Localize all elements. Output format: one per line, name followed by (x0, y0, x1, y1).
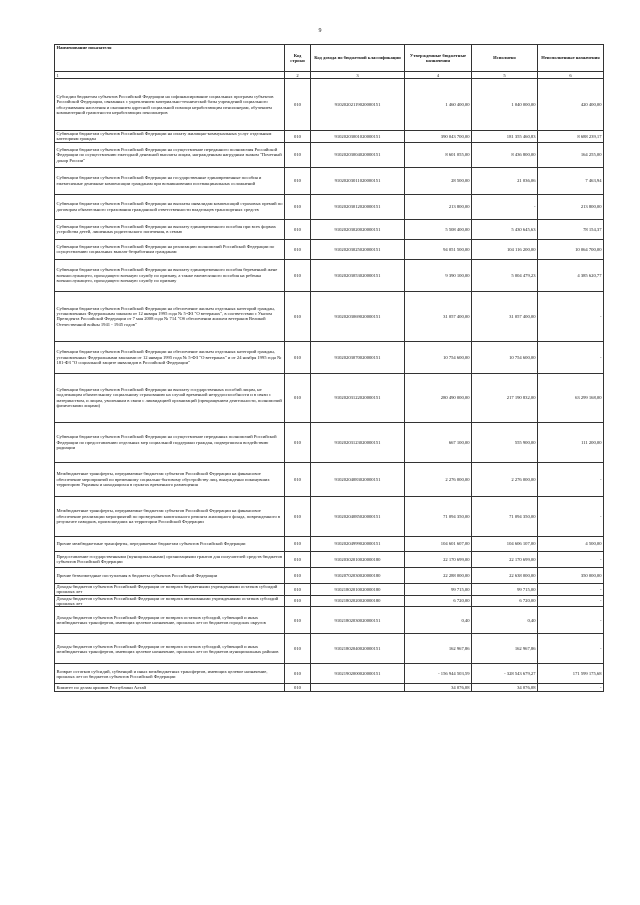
cell-name: Субвенции бюджетам субъектов Российской Федерации на обеспечение жильем отдельных категорий граждан, установленных Федеральными законами от 12 января 1995 года № 5-ФЗ "О ветеранах" и от 24 ноября 1995 года № 181-ФЗ "О социальной защите инвалидов в Российской Федерации" (55, 341, 285, 373)
cell-name: Доходы бюджетов субъектов Российской Федерации от возврата остатков субсидий, субвенций и иных межбюджетных трансфертов, имеющих целевое назначение, прошлых лет из бюджетов городских округов (55, 607, 285, 634)
cell-code: 010 (285, 634, 311, 664)
cell-code: 010 (285, 684, 311, 692)
cell-unexecuted: 213 800,00 (538, 194, 604, 219)
cell-kbk: 91020202119020000151 (311, 79, 405, 131)
cell-executed: 1 040 000,00 (472, 79, 538, 131)
cell-code: 010 (285, 536, 311, 551)
table-row (55, 219, 604, 239)
cell-code: 010 (285, 341, 311, 373)
cell-kbk: 91020203070020000151 (311, 341, 405, 373)
header-approved: Утвержденные бюджетные назначения (405, 45, 472, 72)
cell-kbk: 91020203069020000151 (311, 291, 405, 341)
cell-executed: 21 036,06 (472, 167, 538, 194)
cell-unexecuted: 63 299 168,00 (538, 373, 604, 422)
table-row (55, 194, 604, 219)
column-index: 2 (285, 72, 311, 79)
cell-unexecuted: 420 400,00 (538, 79, 604, 131)
cell-kbk (311, 684, 405, 692)
cell-kbk: 91020203001020000151 (311, 131, 405, 143)
cell-kbk: 91020204085020000151 (311, 496, 405, 536)
table-row (55, 142, 604, 167)
cell-name: Доходы бюджетов субъектов Российской Федерации от возврата автономными учреждениями остатков субсидий прошлых лет (55, 595, 285, 607)
cell-approved: 280 490 000,00 (405, 373, 472, 422)
cell-code: 010 (285, 194, 311, 219)
cell-kbk: 91021902000020000151 (311, 664, 405, 684)
cell-approved: 667 100,00 (405, 422, 472, 462)
header-name: Наименование показателя (55, 45, 285, 72)
cell-name: Субвенции бюджетам субъектов Российской Федерации на реализацию полномочий Российской Федерации по осуществлению социальных выплат безработным гражданам (55, 239, 285, 259)
cell-unexecuted: 164 255,00 (538, 142, 604, 167)
cell-executed: 104 606 107,00 (472, 536, 538, 551)
cell-code: 010 (285, 259, 311, 291)
cell-unexecuted: 10 064 700,00 (538, 239, 604, 259)
cell-approved: 31 057 400,00 (405, 291, 472, 341)
cell-code: 010 (285, 131, 311, 143)
cell-executed: 0,40 (472, 607, 538, 634)
column-index: 5 (472, 72, 538, 79)
cell-executed: 31 057 400,00 (472, 291, 538, 341)
cell-kbk: 91020203025020000151 (311, 239, 405, 259)
cell-executed: 22 638 000,00 (472, 567, 538, 583)
cell-executed: 555 900,00 (472, 422, 538, 462)
table-row (55, 551, 604, 567)
cell-code: 010 (285, 607, 311, 634)
page-number: 9 (318, 28, 322, 34)
table-row (55, 259, 604, 291)
table-row (55, 341, 604, 373)
cell-kbk: 91020702030020000180 (311, 567, 405, 583)
revenue-table (54, 44, 604, 692)
cell-kbk: 91021802020020000180 (311, 595, 405, 607)
table-row (55, 634, 604, 664)
cell-approved: 1 460 400,00 (405, 79, 472, 131)
cell-approved: 2 276 000,00 (405, 462, 472, 496)
cell-approved: 390 043 700,00 (405, 131, 472, 143)
header-kbk: Код дохода по бюджетной классификации (311, 45, 405, 72)
cell-unexecuted: 4 500,00 (538, 536, 604, 551)
cell-approved: 5 508 400,00 (405, 219, 472, 239)
cell-kbk: 91020203053020000151 (311, 259, 405, 291)
cell-approved: 10 754 600,00 (405, 341, 472, 373)
cell-executed: 217 190 832,00 (472, 373, 538, 422)
cell-kbk: 91020204083020000151 (311, 462, 405, 496)
cell-unexecuted: 350 000,00 (538, 567, 604, 583)
cell-name: Субвенции бюджетам субъектов Российской Федерации на осуществление переданных полномочий Российской Федерации по предоставлению отдельных мер социальной поддержки граждан, подвергшихся воздействию радиации (55, 422, 285, 462)
cell-name: Субвенции бюджетам субъектов Российской Федерации на обеспечение жильем отдельных категорий граждан, установленных Федеральным законом от 12 января 1995 года № 5-ФЗ "О ветеранах", в соответствии с Указом Президента Российской Федерации от 7 мая 2008 года № 714 "Об обеспечении жильем ветеранов Великой Отечественной войны 1941 - 1945 годов" (55, 291, 285, 341)
cell-unexecuted: - (538, 462, 604, 496)
table-row (55, 496, 604, 536)
cell-code: 010 (285, 567, 311, 583)
cell-executed: 104 116 200,00 (472, 239, 538, 259)
cell-executed: 5 004 479,23 (472, 259, 538, 291)
cell-approved: 6 720,00 (405, 595, 472, 607)
cell-unexecuted: 78 154,37 (538, 219, 604, 239)
cell-name: Субвенции бюджетам субъектов Российской Федерации на оплату жилищно-коммунальных услуг отдельным категориям граждан (55, 131, 285, 143)
cell-unexecuted: - (538, 583, 604, 595)
cell-code: 010 (285, 551, 311, 567)
cell-executed: 6 720,00 (472, 595, 538, 607)
cell-unexecuted: - (538, 291, 604, 341)
cell-code: 010 (285, 595, 311, 607)
cell-code: 010 (285, 79, 311, 131)
cell-unexecuted: - (538, 496, 604, 536)
cell-code: 010 (285, 219, 311, 239)
column-index: 1 (55, 72, 285, 79)
cell-kbk: 91021802010020000180 (311, 583, 405, 595)
cell-code: 010 (285, 167, 311, 194)
column-index: 3 (311, 72, 405, 79)
cell-name: Межбюджетные трансферты, передаваемые бюджетам субъектов Российской Федерации на финансовое обеспечение мероприятий по временному социально-бытовому обустройству лиц, вынужденно покинувших территорию Украины и находящихся в пунктах временного размещения (55, 462, 285, 496)
cell-kbk: 91020204999020000151 (311, 536, 405, 551)
cell-executed: 2 276 000,00 (472, 462, 538, 496)
table-row (55, 595, 604, 607)
cell-unexecuted: - (538, 551, 604, 567)
cell-executed: 181 355 460,83 (472, 131, 538, 143)
header-executed: Исполнено (472, 45, 538, 72)
cell-unexecuted: - (538, 607, 604, 634)
cell-approved: 99 715,00 (405, 583, 472, 595)
cell-name: Предоставление государственными (муниципальными) организациями грантов для получателей средств бюджетов субъектов Российской Федерации (55, 551, 285, 567)
cell-name: Субсидии бюджетам субъектов Российской Федерации на софинансирование социальных программ субъектов Российской Федерации, связанных с укреплением материально-технической базы учреждений социального обслуживания населения и оказанием адресной социальной помощи неработающим пенсионерам, обучением компьютерной грамотности неработающих пенсионеров (55, 79, 285, 131)
table-body (55, 79, 604, 692)
cell-name: Возврат остатков субсидий, субвенций и иных межбюджетных трансфертов, имеющих целевое назначение, прошлых лет из бюджетов субъектов Российской Федерации (55, 664, 285, 684)
cell-approved: 71 094 350,00 (405, 496, 472, 536)
cell-code: 010 (285, 142, 311, 167)
table-row (55, 79, 604, 131)
cell-approved: 162 967,86 (405, 634, 472, 664)
cell-kbk: 91021802030020000151 (311, 607, 405, 634)
header-row (55, 45, 604, 72)
cell-kbk: 91020203122020000151 (311, 373, 405, 422)
column-index: 6 (538, 72, 604, 79)
cell-executed: - 328 543 679,27 (472, 664, 538, 684)
cell-unexecuted: 111 200,00 (538, 422, 604, 462)
cell-unexecuted: - (538, 684, 604, 692)
table-row (55, 567, 604, 583)
cell-approved: 8 601 055,00 (405, 142, 472, 167)
table-row (55, 684, 604, 692)
cell-code: 010 (285, 664, 311, 684)
column-index-row (55, 72, 604, 79)
cell-name: Доходы бюджетов субъектов Российской Федерации от возврата бюджетными учреждениями остатков субсидий прошлых лет (55, 583, 285, 595)
header-code: Код строки (285, 45, 311, 72)
cell-kbk: 91020203011020000151 (311, 167, 405, 194)
cell-approved: 94 051 500,00 (405, 239, 472, 259)
cell-code: 010 (285, 239, 311, 259)
cell-approved: 104 601 607,00 (405, 536, 472, 551)
cell-approved: 213 800,00 (405, 194, 472, 219)
table-row (55, 131, 604, 143)
cell-code: 010 (285, 291, 311, 341)
table-row (55, 167, 604, 194)
header-unexecuted: Неисполненные назначения (538, 45, 604, 72)
cell-name: Прочие межбюджетные трансферты, передаваемые бюджетам субъектов Российской Федерации (55, 536, 285, 551)
column-index: 4 (405, 72, 472, 79)
cell-kbk: 91021802040020000151 (311, 634, 405, 664)
cell-name: Субвенции бюджетам субъектов Российской Федерации на выплату единовременного пособия беременной жене военнослужащего, проходящего военную службу по призыву, а также ежемесячного пособия на ребенка военнослужащего, проходящего военную службу по призыву (55, 259, 285, 291)
cell-executed: 71 094 350,00 (472, 496, 538, 536)
cell-code: 010 (285, 462, 311, 496)
cell-executed: 99 715,00 (472, 583, 538, 595)
cell-approved: - 156 944 503,59 (405, 664, 472, 684)
table-row (55, 607, 604, 634)
cell-name: Субвенции бюджетам субъектов Российской Федерации на выплату единовременного пособия при всех формах устройства детей, лишенных родительского попечения, в семью (55, 219, 285, 239)
cell-unexecuted: - (538, 595, 604, 607)
cell-approved: 22 288 000,00 (405, 567, 472, 583)
cell-executed: 10 754 600,00 (472, 341, 538, 373)
cell-kbk: 91020302010020000180 (311, 551, 405, 567)
cell-kbk: 91020203012020000151 (311, 194, 405, 219)
cell-name: Субвенции бюджетам субъектов Российской Федерации на выплаты инвалидам компенсаций страховых премий по договорам обязательного страхования гражданской ответственности владельцев транспортных средств (55, 194, 285, 219)
cell-name: Субвенции бюджетам субъектов Российской Федерации на выплату государственных пособий лицам, не подлежащим обязательному социальному страхованию на случай временной нетрудоспособности и в связи с материнством, и лицам, уволенным в связи с ликвидацией организаций (прекращением деятельности, полномочий физическими лицами) (55, 373, 285, 422)
cell-approved: 28 500,00 (405, 167, 472, 194)
cell-name: Субвенции бюджетам субъектов Российской Федерации на осуществление переданного полномочия Российской Федерации по осуществлению ежегодной денежной выплаты лицам, награжденным нагрудным знаком "Почетный донор России" (55, 142, 285, 167)
cell-unexecuted: 171 599 175,68 (538, 664, 604, 684)
cell-executed: 5 430 645,63 (472, 219, 538, 239)
cell-unexecuted: 8 688 239,17 (538, 131, 604, 143)
table-row (55, 373, 604, 422)
cell-unexecuted: 4 385 620,77 (538, 259, 604, 291)
cell-name: Доходы бюджетов субъектов Российской Федерации от возврата остатков субсидий, субвенций и иных межбюджетных трансфертов, имеющих целевое назначение, прошлых лет из бюджетов муниципальных районов (55, 634, 285, 664)
table-row (55, 462, 604, 496)
cell-name: Прочие безвозмездные поступления в бюджеты субъектов Российской Федерации (55, 567, 285, 583)
table-row (55, 664, 604, 684)
cell-executed: 34 076,08 (472, 684, 538, 692)
table-row (55, 536, 604, 551)
table-row (55, 239, 604, 259)
table-row (55, 422, 604, 462)
cell-code: 010 (285, 496, 311, 536)
cell-executed: - (472, 194, 538, 219)
cell-unexecuted: - (538, 341, 604, 373)
cell-executed: 8 436 800,00 (472, 142, 538, 167)
cell-name: Комитет по делам архивов Республики Алтай (55, 684, 285, 692)
table-row (55, 583, 604, 595)
cell-executed: 22 170 699,00 (472, 551, 538, 567)
cell-approved: 0,40 (405, 607, 472, 634)
cell-approved: 9 390 100,00 (405, 259, 472, 291)
cell-kbk: 91020203004020000151 (311, 142, 405, 167)
cell-code: 010 (285, 583, 311, 595)
cell-name: Субвенции бюджетам субъектов Российской Федерации на государственные единовременные пособия и ежемесячные денежные компенсации гражданам при возникновении поствакцинальных осложнений (55, 167, 285, 194)
cell-unexecuted: - (538, 634, 604, 664)
cell-executed: 162 967,86 (472, 634, 538, 664)
cell-kbk: 91020203123020000151 (311, 422, 405, 462)
cell-name: Межбюджетные трансферты, передаваемые бюджетам субъектов Российской Федерации на финансовое обеспечение реализации мероприятий по проведению капитального ремонта жилищного фонда, поврежденного в результате паводков, произошедших на территории Российской Федерации (55, 496, 285, 536)
cell-unexecuted: 7 463,94 (538, 167, 604, 194)
cell-code: 010 (285, 422, 311, 462)
cell-kbk: 91020203020020000151 (311, 219, 405, 239)
table-row (55, 291, 604, 341)
cell-code: 010 (285, 373, 311, 422)
cell-approved: 22 170 699,00 (405, 551, 472, 567)
cell-approved: 34 076,08 (405, 684, 472, 692)
